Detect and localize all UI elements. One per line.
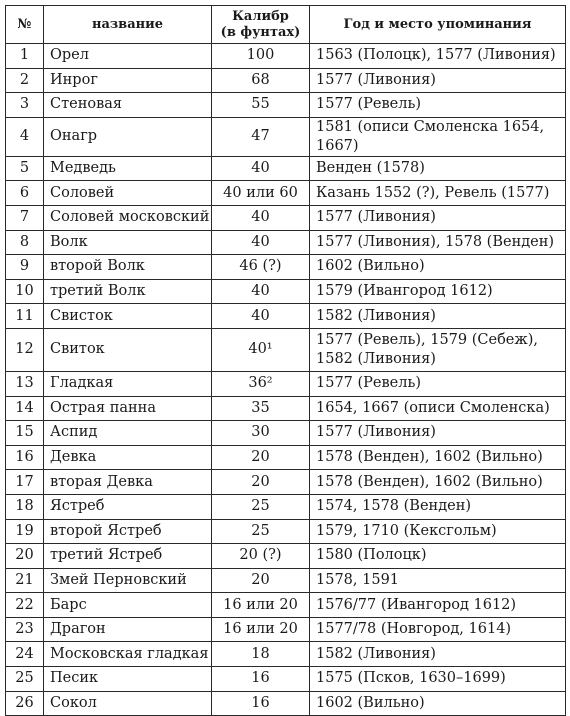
row-number: 1 — [6, 44, 44, 69]
row-year-place: 1577 (Ревель), 1579 (Себеж), 1582 (Ливония) — [310, 328, 566, 371]
header-caliber-line2: (в фунтах) — [220, 24, 301, 40]
row-name: Свиток — [44, 328, 212, 371]
row-number: 13 — [6, 371, 44, 396]
row-number: 10 — [6, 279, 44, 304]
table-row — [6, 544, 566, 569]
table-row — [6, 279, 566, 304]
table-row — [6, 691, 566, 716]
row-number: 4 — [6, 117, 44, 156]
row-number: 25 — [6, 667, 44, 692]
row-number: 8 — [6, 230, 44, 255]
row-number: 26 — [6, 691, 44, 716]
row-caliber: 25 — [212, 519, 310, 544]
row-year-place: Казань 1552 (?), Ревель (1577) — [310, 181, 566, 206]
table-row — [6, 44, 566, 69]
row-year-place: 1581 (описи Смоленска 1654, 1667) — [310, 117, 566, 156]
row-caliber: 40¹ — [212, 328, 310, 371]
header-caliber-line1: Калибр — [232, 8, 289, 24]
row-name: Сокол — [44, 691, 212, 716]
row-caliber: 25 — [212, 494, 310, 519]
table-row — [6, 371, 566, 396]
row-caliber: 16 — [212, 691, 310, 716]
row-year-place: 1582 (Ливония) — [310, 642, 566, 667]
row-name: Драгон — [44, 617, 212, 642]
row-number: 3 — [6, 93, 44, 118]
row-name: Свисток — [44, 304, 212, 329]
row-caliber: 40 — [212, 205, 310, 230]
row-name: Девка — [44, 445, 212, 470]
row-caliber: 16 или 20 — [212, 617, 310, 642]
row-year-place: 1579 (Ивангород 1612) — [310, 279, 566, 304]
row-name: третий Ястреб — [44, 544, 212, 569]
row-caliber: 35 — [212, 396, 310, 421]
table-row — [6, 593, 566, 618]
table-row — [6, 68, 566, 93]
row-year-place: 1577 (Ревель) — [310, 93, 566, 118]
row-name: третий Волк — [44, 279, 212, 304]
table-row — [6, 445, 566, 470]
row-name: Волк — [44, 230, 212, 255]
table-row — [6, 93, 566, 118]
row-number: 23 — [6, 617, 44, 642]
row-year-place: 1577 (Ливония) — [310, 421, 566, 446]
row-name: Острая панна — [44, 396, 212, 421]
row-name: Змей Перновский — [44, 568, 212, 593]
row-caliber: 47 — [212, 117, 310, 156]
row-year-place: 1578 (Венден), 1602 (Вильно) — [310, 470, 566, 495]
row-number: 18 — [6, 494, 44, 519]
row-number: 15 — [6, 421, 44, 446]
row-year-place: 1580 (Полоцк) — [310, 544, 566, 569]
row-name: Соловей московский — [44, 205, 212, 230]
table-row — [6, 421, 566, 446]
row-name: Медведь — [44, 156, 212, 181]
table-row — [6, 117, 566, 156]
row-year-place: 1577 (Ревель) — [310, 371, 566, 396]
table-row — [6, 181, 566, 206]
row-caliber: 16 или 20 — [212, 593, 310, 618]
row-year-place: 1602 (Вильно) — [310, 255, 566, 280]
row-number: 2 — [6, 68, 44, 93]
table-row — [6, 568, 566, 593]
table-row — [6, 470, 566, 495]
header-row — [6, 6, 566, 44]
row-name: Аспид — [44, 421, 212, 446]
row-year-place: 1577/78 (Новгород, 1614) — [310, 617, 566, 642]
row-year-place: 1574, 1578 (Венден) — [310, 494, 566, 519]
table-row — [6, 494, 566, 519]
header-number: № — [6, 6, 44, 44]
row-name: Орел — [44, 44, 212, 69]
header-caliber — [212, 6, 310, 44]
row-number: 20 — [6, 544, 44, 569]
row-number: 7 — [6, 205, 44, 230]
row-number: 9 — [6, 255, 44, 280]
row-caliber: 40 или 60 — [212, 181, 310, 206]
row-number: 5 — [6, 156, 44, 181]
row-caliber: 20 — [212, 445, 310, 470]
table-row — [6, 304, 566, 329]
row-caliber: 30 — [212, 421, 310, 446]
row-number: 16 — [6, 445, 44, 470]
row-caliber: 40 — [212, 230, 310, 255]
row-caliber: 16 — [212, 667, 310, 692]
row-caliber: 68 — [212, 68, 310, 93]
row-year-place: 1576/77 (Ивангород 1612) — [310, 593, 566, 618]
row-caliber: 20 (?) — [212, 544, 310, 569]
table-row — [6, 205, 566, 230]
row-year-place: 1579, 1710 (Кексгольм) — [310, 519, 566, 544]
row-number: 12 — [6, 328, 44, 371]
row-year-place: 1563 (Полоцк), 1577 (Ливония) — [310, 44, 566, 69]
table-row — [6, 156, 566, 181]
row-caliber: 100 — [212, 44, 310, 69]
row-number: 19 — [6, 519, 44, 544]
row-year-place: 1582 (Ливония) — [310, 304, 566, 329]
row-number: 24 — [6, 642, 44, 667]
table-row — [6, 230, 566, 255]
table-row — [6, 667, 566, 692]
row-caliber: 46 (?) — [212, 255, 310, 280]
row-caliber: 36² — [212, 371, 310, 396]
header-year-place: Год и место упоминания — [310, 6, 566, 44]
row-year-place: 1654, 1667 (описи Смоленска) — [310, 396, 566, 421]
row-name: Соловей — [44, 181, 212, 206]
row-caliber: 40 — [212, 156, 310, 181]
row-caliber: 40 — [212, 304, 310, 329]
row-name: Песик — [44, 667, 212, 692]
table-row — [6, 642, 566, 667]
row-caliber: 20 — [212, 568, 310, 593]
row-name: Инрог — [44, 68, 212, 93]
row-year-place: 1602 (Вильно) — [310, 691, 566, 716]
table-row — [6, 519, 566, 544]
row-year-place: 1577 (Ливония), 1578 (Венден) — [310, 230, 566, 255]
row-year-place: 1577 (Ливония) — [310, 205, 566, 230]
row-year-place: 1575 (Псков, 1630–1699) — [310, 667, 566, 692]
table-row — [6, 255, 566, 280]
table-row — [6, 617, 566, 642]
cannon-table — [5, 5, 566, 716]
row-name: Московская гладкая — [44, 642, 212, 667]
table-row — [6, 328, 566, 371]
row-caliber: 18 — [212, 642, 310, 667]
row-name: второй Волк — [44, 255, 212, 280]
row-number: 22 — [6, 593, 44, 618]
row-name: второй Ястреб — [44, 519, 212, 544]
row-number: 14 — [6, 396, 44, 421]
row-year-place: Венден (1578) — [310, 156, 566, 181]
row-name: Ястреб — [44, 494, 212, 519]
row-caliber: 40 — [212, 279, 310, 304]
row-year-place: 1578, 1591 — [310, 568, 566, 593]
row-name: Гладкая — [44, 371, 212, 396]
table-body — [6, 44, 566, 716]
row-year-place: 1577 (Ливония) — [310, 68, 566, 93]
row-number: 6 — [6, 181, 44, 206]
header-name: название — [44, 6, 212, 44]
row-name: Онагр — [44, 117, 212, 156]
row-number: 17 — [6, 470, 44, 495]
row-name: вторая Девка — [44, 470, 212, 495]
row-name: Стеновая — [44, 93, 212, 118]
row-caliber: 55 — [212, 93, 310, 118]
row-caliber: 20 — [212, 470, 310, 495]
row-year-place: 1578 (Венден), 1602 (Вильно) — [310, 445, 566, 470]
table-row — [6, 396, 566, 421]
row-number: 21 — [6, 568, 44, 593]
row-name: Барс — [44, 593, 212, 618]
row-number: 11 — [6, 304, 44, 329]
